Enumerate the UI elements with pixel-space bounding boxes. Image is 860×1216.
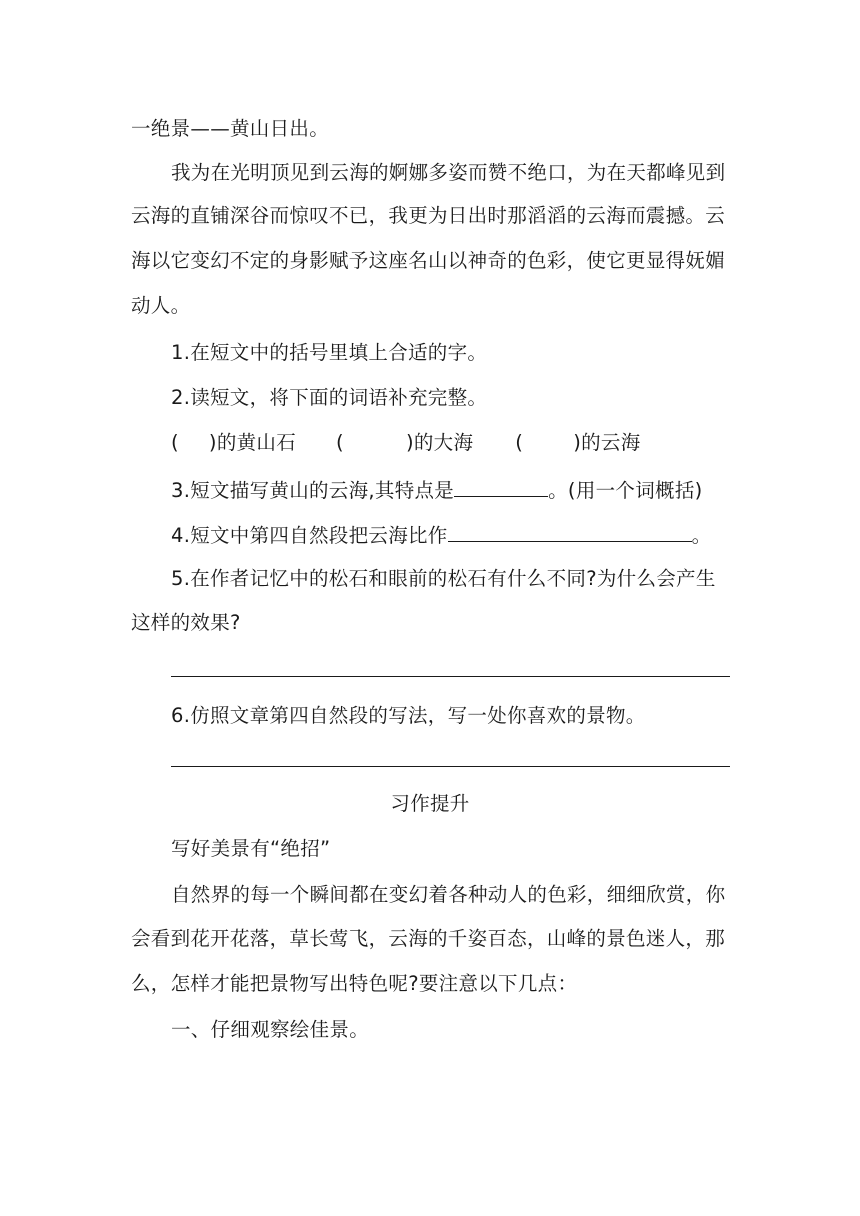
- section-point: 一、仔细观察绘佳景。: [171, 1018, 370, 1041]
- question-3: [171, 476, 731, 504]
- word-stem-3: )的云海: [573, 431, 641, 454]
- answer-line-q6[interactable]: [171, 766, 730, 767]
- section-paragraph-line: 自然界的每一个瞬间都在变幻着各种动人的色彩，细细欣赏，你: [171, 883, 726, 906]
- answer-line-q5[interactable]: [171, 676, 730, 677]
- section-paragraph-line: 么，怎样才能把景物写出特色呢?要注意以下几点：: [131, 972, 578, 995]
- passage-paragraph-line: 动人。: [131, 294, 191, 317]
- section-title: 习作提升: [390, 792, 470, 815]
- section-subtitle: 写好美景有“绝招”: [171, 837, 331, 860]
- question-4: [171, 521, 731, 549]
- paren-open: (: [515, 431, 524, 454]
- question-2: 2.读短文，将下面的词语补充完整。: [171, 386, 488, 409]
- question-2-fill-row: [171, 430, 731, 456]
- question-1: 1.在短文中的括号里填上合适的字。: [171, 341, 488, 364]
- question-5-line: 5.在作者记忆中的松石和眼前的松石有什么不同?为什么会产生: [171, 567, 716, 590]
- question-3-text: 3.短文描写黄山的云海,其特点是: [171, 479, 455, 502]
- word-stem-1: )的黄山石: [208, 431, 297, 454]
- passage-paragraph-line: 我为在光明顶见到云海的婀娜多姿而赞不绝口，为在天都峰见到: [171, 161, 726, 184]
- section-paragraph-line: 会看到花开花落，草长莺飞，云海的千姿百态，山峰的景色迷人，那: [131, 927, 726, 950]
- question-5-line: 这样的效果?: [131, 611, 241, 634]
- answer-blank-q4[interactable]: [448, 521, 692, 542]
- paren-open: (: [171, 431, 179, 454]
- question-4-text: 4.短文中第四自然段把云海比作: [171, 524, 448, 547]
- answer-blank-q3[interactable]: [454, 476, 548, 497]
- word-stem-2: )的大海: [405, 431, 474, 454]
- passage-line: 一绝景——黄山日出。: [131, 117, 329, 140]
- paren-open: (: [336, 431, 344, 454]
- question-6: 6.仿照文章第四自然段的写法，写一处你喜欢的景物。: [171, 704, 646, 727]
- question-4-end: 。: [691, 524, 712, 547]
- question-3-note: 。(用一个词概括): [548, 479, 703, 502]
- passage-paragraph-line: 海以它变幻不定的身影赋予这座名山以神奇的色彩，使它更显得妩媚: [131, 249, 726, 272]
- passage-paragraph-line: 云海的直铺深谷而惊叹不已，我更为日出时那滔滔的云海而震撼。云: [131, 204, 726, 227]
